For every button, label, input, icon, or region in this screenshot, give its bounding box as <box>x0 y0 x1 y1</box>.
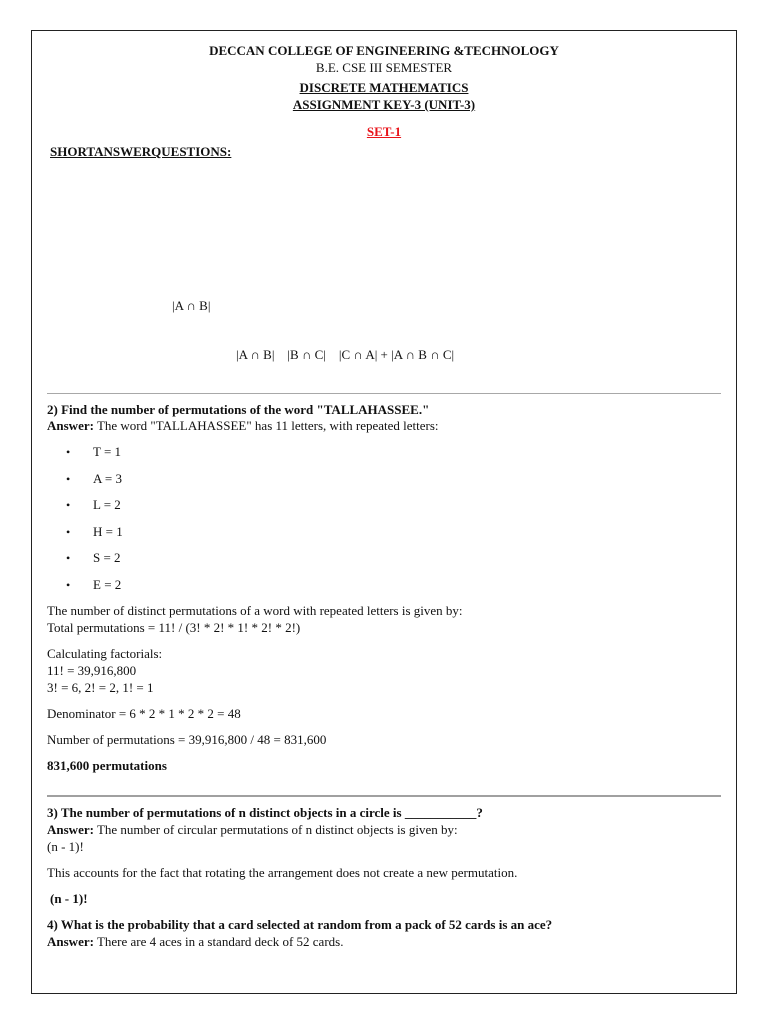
q4-answer-text: There are 4 aces in a standard deck of 52 cards. <box>93 934 344 949</box>
q3-final-answer: (n - 1)! <box>50 891 88 906</box>
semester-line: B.E. CSE III SEMESTER <box>315 60 453 75</box>
q2-answer-text: The word "TALLAHASSEE" has 11 letters, with repeated letters: <box>93 418 439 433</box>
list-item: • L = 2 <box>66 496 123 523</box>
q3-formula: (n - 1)! <box>47 839 84 854</box>
subject-text: DISCRETE MATHEMATICS <box>299 80 469 95</box>
q2-denominator: Denominator = 6 * 2 * 1 * 2 * 2 = 48 <box>47 706 241 721</box>
q2-formula: Total permutations = 11! / (3! * 2! * 1! * 2! * 2!) <box>47 620 301 635</box>
q3-explanation: This accounts for the fact that rotating the arrangement does not create a new permutation. <box>47 865 518 880</box>
list-item: • H = 1 <box>66 523 123 550</box>
list-item: • A = 3 <box>66 470 123 497</box>
q2-answer <box>47 418 439 434</box>
q2-result-line: Number of permutations = 39,916,800 / 48 = 831,600 <box>47 732 327 747</box>
subject-title <box>31 80 737 96</box>
q1-fragment-1: |A ∩ B| <box>172 298 211 313</box>
set-label <box>31 124 737 140</box>
divider-2 <box>47 795 721 797</box>
letter-count-list <box>66 443 123 602</box>
divider-1 <box>47 393 721 394</box>
page-border <box>31 30 737 994</box>
list-item: • S = 2 <box>66 549 123 576</box>
q4-answer-label: Answer: <box>47 934 94 949</box>
list-item: • T = 1 <box>66 443 123 470</box>
q3-answer-text: The number of circular permutations of n distinct objects is given by: <box>93 822 458 837</box>
q2-question: 2) Find the number of permutations of the word "TALLAHASSEE." <box>47 402 430 417</box>
q3-question: 3) The number of permutations of n distinct objects in a circle is ___________? <box>47 805 483 820</box>
set-text: SET-1 <box>366 124 402 139</box>
assignment-title <box>31 97 737 113</box>
q2-calc-heading: Calculating factorials: <box>47 646 163 661</box>
college-title: DECCAN COLLEGE OF ENGINEERING &TECHNOLOGY <box>209 43 559 58</box>
q1-fragment-2: |A ∩ B| |B ∩ C| |C ∩ A| + |A ∩ B ∩ C| <box>236 347 455 362</box>
q4-answer <box>47 934 343 950</box>
q3-answer-label: Answer: <box>47 822 94 837</box>
q2-calc-line-1: 11! = 39,916,800 <box>47 663 137 678</box>
q3-answer <box>47 822 458 838</box>
assignment-text: ASSIGNMENT KEY-3 (UNIT-3) <box>292 97 476 112</box>
list-item: • E = 2 <box>66 576 123 603</box>
q4-question: 4) What is the probability that a card selected at random from a pack of 52 cards is an ace? <box>47 917 553 932</box>
q2-calc-line-2: 3! = 6, 2! = 2, 1! = 1 <box>47 680 154 695</box>
q2-answer-label: Answer: <box>47 418 94 433</box>
q2-final-answer: 831,600 permutations <box>47 758 167 773</box>
section-heading: SHORTANSWERQUESTIONS: <box>50 144 232 159</box>
q2-formula-intro: The number of distinct permutations of a word with repeated letters is given by: <box>47 603 463 618</box>
